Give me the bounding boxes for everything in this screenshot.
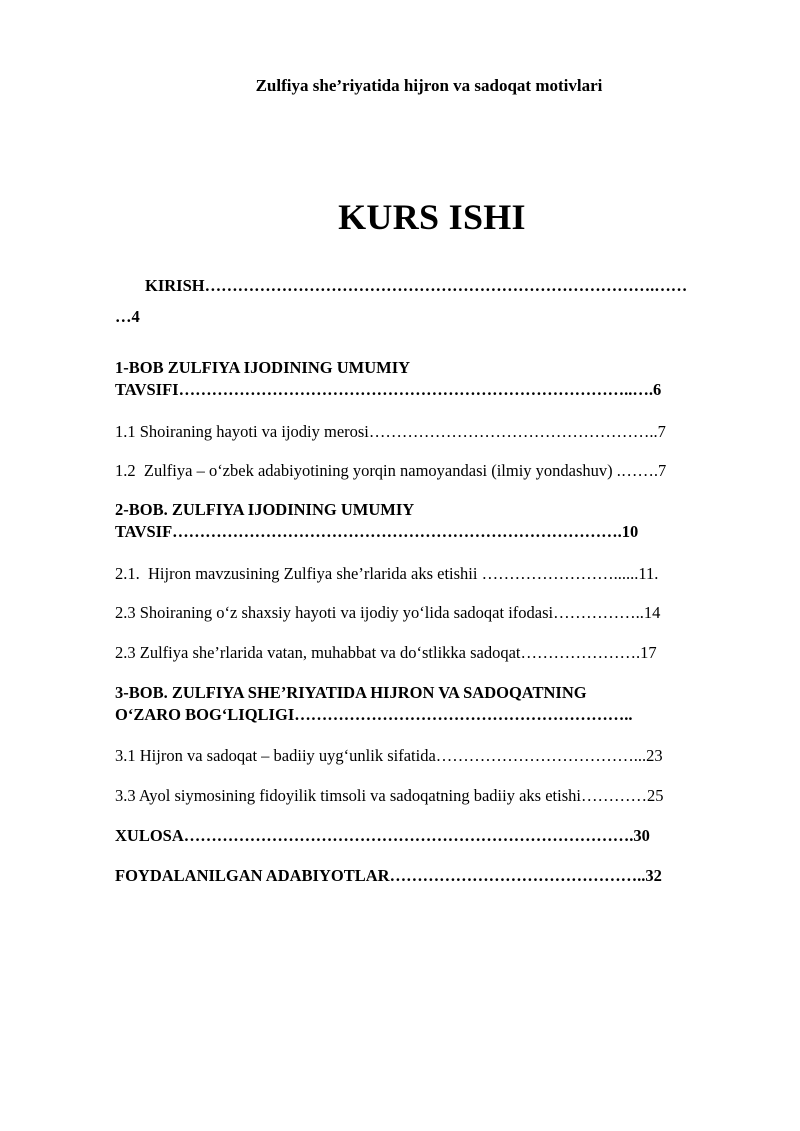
toc-chapter-3-page: O‘ZARO BOG‘LIQLIGI……………………………………………………..: [115, 705, 633, 724]
toc-entry-kirish: KIRISH……………………………………………………………………….……: [145, 276, 688, 295]
toc-entry-kirish-page: …4: [115, 307, 140, 326]
toc-section-1-1: 1.1 Shoiraning hayoti va ijodiy merosi……………………………………………..7: [115, 422, 666, 441]
toc-section-2-3: 2.3 Zulfiya she’rlarida vatan, muhabbat va do‘stlikka sadoqat………………….17: [115, 643, 657, 662]
toc-section-3-2: 3.3 Ayol siymosining fidoyilik timsoli va sadoqatning badiiy aks etishi…………25: [115, 786, 664, 805]
toc-references: FOYDALANILGAN ADABIYOTLAR………………………………………..32: [115, 866, 662, 885]
toc-chapter-2-title: 2-BOB. ZULFIYA IJODINING UMUMIY: [115, 500, 415, 519]
document-title: KURS ISHI: [338, 197, 526, 237]
document-subtitle: Zulfiya she’riyatida hijron va sadoqat motivlari: [255, 76, 603, 95]
toc-chapter-1-title: 1-BOB ZULFIYA IJODINING UMUMIY: [115, 358, 411, 377]
toc-conclusion: XULOSA……………………………………………………………………….30: [115, 826, 650, 845]
toc-chapter-2-page: TAVSIF……………………………………………………………………….10: [115, 522, 639, 541]
toc-chapter-1-page: TAVSIFI………………………………………………………………………..….6: [115, 380, 662, 399]
toc-section-2-1: 2.1. Hijron mavzusining Zulfiya she’rlarida aks etishii ……………………......11.: [115, 564, 659, 583]
toc-section-3-1: 3.1 Hijron va sadoqat – badiiy uyg‘unlik sifatida………………………………...23: [115, 746, 663, 765]
toc-section-1-2: 1.2 Zulfiya – o‘zbek adabiyotining yorqin namoyandasi (ilmiy yondashuv) .…….7: [115, 461, 667, 480]
toc-chapter-3-title: 3-BOB. ZULFIYA SHE’RIYATIDA HIJRON VA SADOQATNING: [115, 683, 587, 702]
toc-section-2-2: 2.3 Shoiraning o‘z shaxsiy hayoti va ijodiy yo‘lida sadoqat ifodasi……………..14: [115, 603, 661, 622]
